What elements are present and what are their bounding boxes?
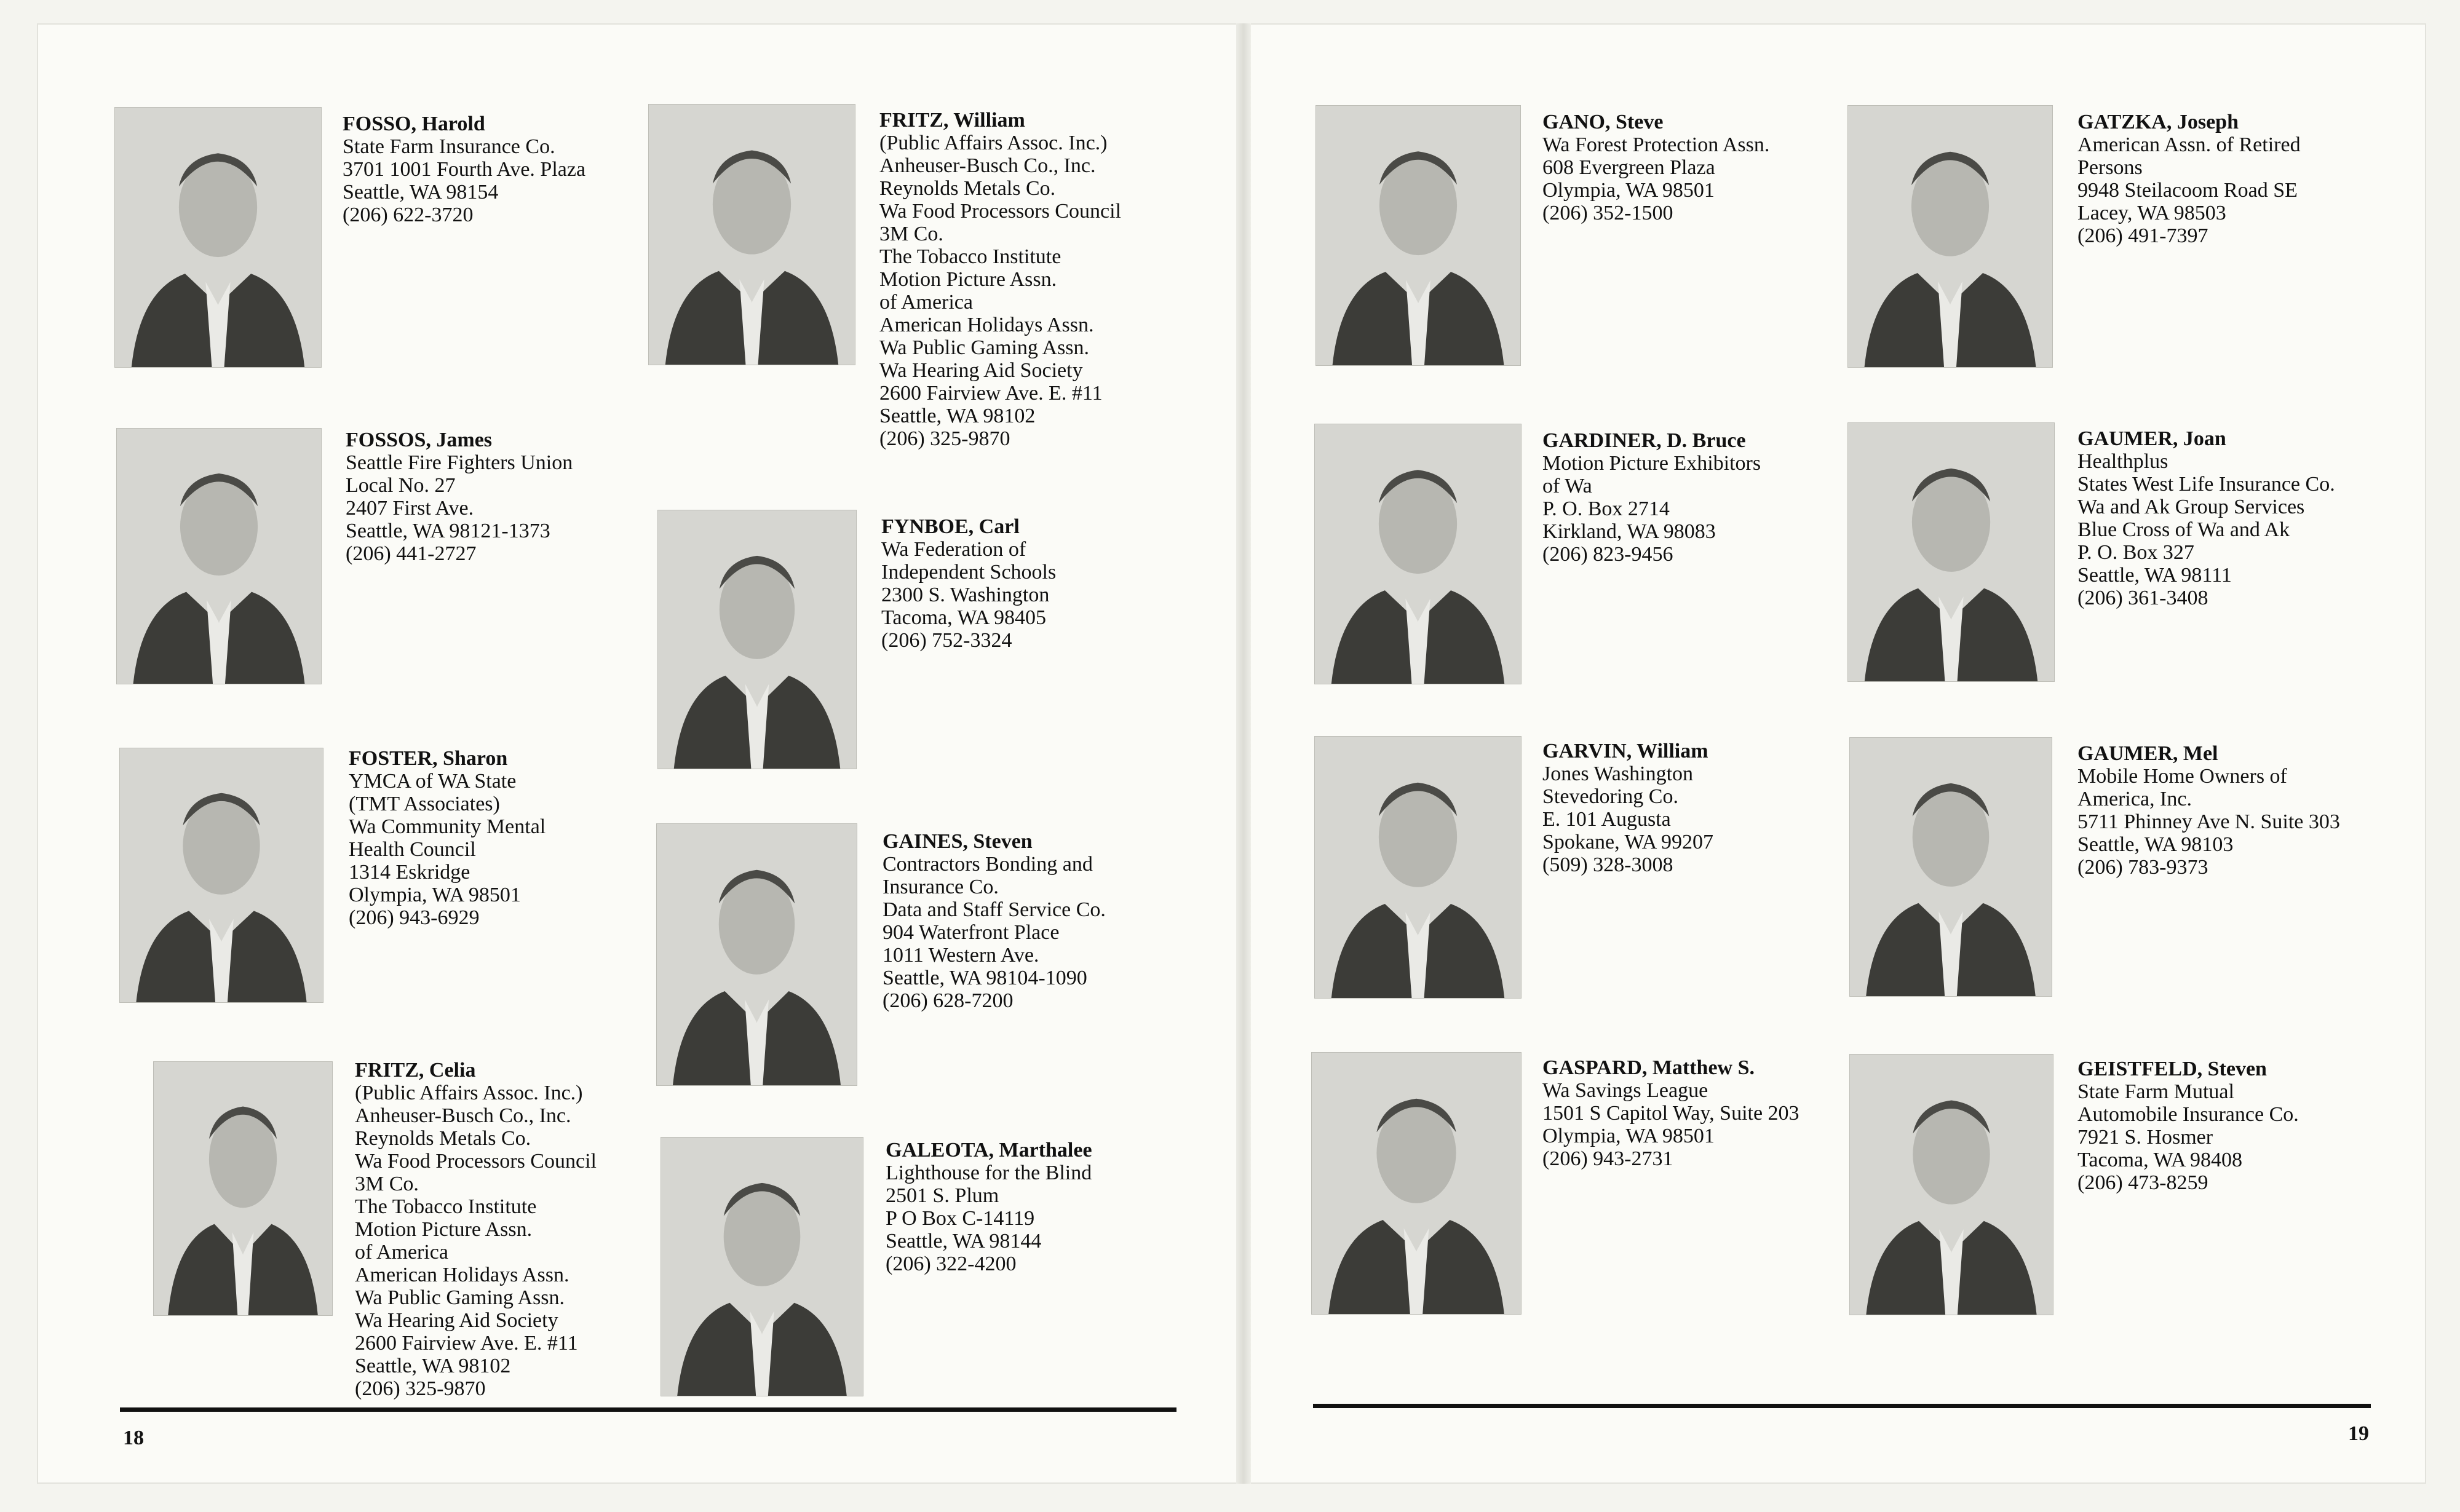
entry-line: E. 101 Augusta <box>1542 808 1671 831</box>
entry-line: Anheuser-Busch Co., Inc. <box>879 154 1096 177</box>
page-number: 18 <box>123 1427 144 1449</box>
entry-line: Seattle, WA 98102 <box>879 405 1036 427</box>
entry-line: 904 Waterfront Place <box>883 921 1060 944</box>
entry-line: 1501 S Capitol Way, Suite 203 <box>1542 1102 1799 1125</box>
entry-line: 608 Evergreen Plaza <box>1542 156 1715 179</box>
entry-line: Insurance Co. <box>883 876 999 898</box>
entry-line: (206) 943-2731 <box>1542 1147 1673 1170</box>
portrait-photo <box>1316 106 1520 365</box>
portrait-photo <box>1850 738 2052 996</box>
entry-line: Jones Washington <box>1542 762 1694 785</box>
portrait-photo <box>1848 423 2054 681</box>
entry-line: Seattle, WA 98144 <box>886 1230 1042 1253</box>
entry-line: (TMT Associates) <box>349 793 500 815</box>
entry-line: 2501 S. Plum <box>886 1184 999 1207</box>
entry-line: Lighthouse for the Blind <box>886 1162 1092 1184</box>
entry-line: Wa Public Gaming Assn. <box>355 1286 565 1309</box>
entry-line: Wa Forest Protection Assn. <box>1542 133 1770 156</box>
entry-line: 2407 First Ave. <box>346 497 474 520</box>
entry-line: Local No. 27 <box>346 474 456 497</box>
entry-text <box>343 113 585 226</box>
entry-line: 1011 Western Ave. <box>883 944 1039 967</box>
entry-line: Wa Hearing Aid Society <box>879 359 1083 382</box>
entry-line: Blue Cross of Wa and Ak <box>2077 518 2290 541</box>
entry-line: Reynolds Metals Co. <box>355 1127 531 1150</box>
entry-line: Wa Federation of <box>881 538 1026 561</box>
entry-line: Data and Staff Service Co. <box>883 898 1106 921</box>
person-name: GEISTFELD, Steven <box>2077 1058 2267 1080</box>
entry-line: Seattle, WA 98103 <box>2077 833 2234 856</box>
entry-line: of America <box>879 291 973 314</box>
entry-line: (206) 752-3324 <box>881 629 1012 652</box>
person-name: FOSSO, Harold <box>343 113 485 135</box>
person-name: FRITZ, William <box>879 109 1025 132</box>
entry-line: (206) 628-7200 <box>883 989 1014 1012</box>
page-rule-right <box>1313 1404 2371 1408</box>
entry-line: The Tobacco Institute <box>879 245 1061 268</box>
portrait-photo <box>657 824 857 1085</box>
entry-line: Lacey, WA 98503 <box>2077 202 2226 224</box>
entry-line: Independent Schools <box>881 561 1057 584</box>
entry-line: 5711 Phinney Ave N. Suite 303 <box>2077 810 2340 833</box>
entry-text <box>346 429 573 565</box>
entry-line: Motion Picture Assn. <box>355 1218 533 1241</box>
portrait-photo <box>117 429 321 684</box>
entry-line: Olympia, WA 98501 <box>1542 1125 1715 1147</box>
portrait-photo <box>1315 424 1521 684</box>
entry-text <box>2077 1058 2299 1194</box>
entry-line: Kirkland, WA 98083 <box>1542 520 1716 543</box>
entry-line: Wa Community Mental <box>349 815 546 838</box>
person-name: FRITZ, Celia <box>355 1059 476 1082</box>
entry-line: Seattle, WA 98121-1373 <box>346 520 550 542</box>
entry-line: Wa Food Processors Council <box>355 1150 597 1173</box>
entry-line: of America <box>355 1241 448 1264</box>
entry-line: Stevedoring Co. <box>1542 785 1678 808</box>
entry-line: Seattle, WA 98111 <box>2077 564 2232 587</box>
person-name: FOSSOS, James <box>346 429 493 451</box>
entry-line: (509) 328-3008 <box>1542 853 1673 876</box>
entry-text <box>886 1139 1092 1275</box>
entry-line: (206) 441-2727 <box>346 542 477 565</box>
person-name: GALEOTA, Marthalee <box>886 1139 1092 1162</box>
entry-line: P. O. Box 2714 <box>1542 497 1670 520</box>
entry-line: Wa Savings League <box>1542 1079 1708 1102</box>
portrait-photo <box>661 1138 863 1396</box>
entry-line: (206) 352-1500 <box>1542 202 1673 224</box>
portrait-photo <box>1850 1055 2053 1315</box>
person-name: FYNBOE, Carl <box>881 515 1020 538</box>
entry-text <box>355 1059 597 1400</box>
entry-line: 9948 Steilacoom Road SE <box>2077 179 2298 202</box>
portrait-photo <box>1315 737 1521 998</box>
entry-line: Wa Food Processors Council <box>879 200 1121 223</box>
entry-line: American Holidays Assn. <box>879 314 1094 336</box>
entry-text <box>883 830 1106 1012</box>
entry-line: 1314 Eskridge <box>349 861 470 884</box>
entry-text <box>349 747 546 929</box>
entry-line: Wa Public Gaming Assn. <box>879 336 1090 359</box>
entry-line: 2300 S. Washington <box>881 584 1050 606</box>
person-name: GARVIN, William <box>1542 740 1708 762</box>
person-name: GAINES, Steven <box>883 830 1033 853</box>
entry-line: 3701 1001 Fourth Ave. Plaza <box>343 158 586 181</box>
entry-text <box>1542 429 1761 566</box>
entry-line: Health Council <box>349 838 476 861</box>
entry-line: Olympia, WA 98501 <box>1542 179 1715 202</box>
page-number: 19 <box>2348 1422 2369 1445</box>
entry-line: Motion Picture Assn. <box>879 268 1057 291</box>
entry-line: Motion Picture Exhibitors <box>1542 452 1761 475</box>
entry-line: (Public Affairs Assoc. Inc.) <box>355 1082 583 1104</box>
entry-line: 3M Co. <box>355 1173 419 1195</box>
page-rule-left <box>120 1407 1176 1412</box>
entry-line: (206) 473-8259 <box>2077 1171 2208 1194</box>
entry-line: American Holidays Assn. <box>355 1264 569 1286</box>
person-name: GARDINER, D. Bruce <box>1542 429 1746 452</box>
entry-text <box>2077 427 2335 609</box>
entry-text <box>1542 111 1769 224</box>
person-name: GASPARD, Matthew S. <box>1542 1056 1755 1079</box>
portrait-photo <box>1848 106 2052 367</box>
portrait-photo <box>154 1062 332 1315</box>
book-gutter <box>1236 23 1251 1484</box>
entry-line: (206) 491-7397 <box>2077 224 2208 247</box>
entry-line: Tacoma, WA 98408 <box>2077 1149 2242 1171</box>
entry-line: Reynolds Metals Co. <box>879 177 1056 200</box>
entry-line: (206) 361-3408 <box>2077 587 2208 609</box>
entry-line: Anheuser-Busch Co., Inc. <box>355 1104 571 1127</box>
portrait-photo <box>658 510 856 769</box>
entry-line: State Farm Insurance Co. <box>343 135 555 158</box>
person-name: FOSTER, Sharon <box>349 747 508 770</box>
person-name: GAUMER, Joan <box>2077 427 2226 450</box>
entry-line: 2600 Fairview Ave. E. #11 <box>355 1332 578 1355</box>
entry-line: P. O. Box 327 <box>2077 541 2194 564</box>
entry-line: Spokane, WA 99207 <box>1542 831 1713 853</box>
portrait-photo <box>1312 1053 1521 1314</box>
entry-text <box>1542 1056 1799 1170</box>
entry-text <box>2077 111 2301 247</box>
entry-line: Persons <box>2077 156 2143 179</box>
entry-line: of Wa <box>1542 475 1592 497</box>
entry-line: State Farm Mutual <box>2077 1080 2234 1103</box>
entry-line: 3M Co. <box>879 223 943 245</box>
entry-line: (206) 325-9870 <box>879 427 1010 450</box>
entry-line: YMCA of WA State <box>349 770 517 793</box>
entry-line: America, Inc. <box>2077 788 2192 810</box>
entry-line: 2600 Fairview Ave. E. #11 <box>879 382 1103 405</box>
person-name: GAUMER, Mel <box>2077 742 2218 765</box>
entry-text <box>881 515 1056 652</box>
entry-line: Seattle Fire Fighters Union <box>346 451 573 474</box>
entry-line: Seattle, WA 98102 <box>355 1355 511 1377</box>
entry-line: Wa Hearing Aid Society <box>355 1309 558 1332</box>
entry-line: 7921 S. Hosmer <box>2077 1126 2213 1149</box>
entry-line: American Assn. of Retired <box>2077 133 2301 156</box>
entry-line: (206) 622-3720 <box>343 204 474 226</box>
portrait-photo <box>115 108 321 367</box>
entry-line: Contractors Bonding and <box>883 853 1093 876</box>
entry-line: Wa and Ak Group Services <box>2077 496 2305 518</box>
entry-line: The Tobacco Institute <box>355 1195 537 1218</box>
entry-line: Olympia, WA 98501 <box>349 884 521 906</box>
entry-line: (206) 823-9456 <box>1542 543 1673 566</box>
entry-line: Healthplus <box>2077 450 2168 473</box>
entry-line: (206) 943-6929 <box>349 906 480 929</box>
person-name: GATZKA, Joseph <box>2077 111 2239 133</box>
entry-line: Automobile Insurance Co. <box>2077 1103 2299 1126</box>
entry-line: Mobile Home Owners of <box>2077 765 2287 788</box>
portrait-photo <box>649 105 855 365</box>
entry-text <box>2077 742 2340 879</box>
entry-line: (206) 322-4200 <box>886 1253 1017 1275</box>
person-name: GANO, Steve <box>1542 111 1664 133</box>
entry-line: Seattle, WA 98154 <box>343 181 499 204</box>
entry-line: (Public Affairs Assoc. Inc.) <box>879 132 1108 154</box>
entry-text <box>879 109 1121 450</box>
entry-line: Seattle, WA 98104-1090 <box>883 967 1087 989</box>
entry-line: States West Life Insurance Co. <box>2077 473 2335 496</box>
portrait-photo <box>120 748 323 1002</box>
entry-line: (206) 783-9373 <box>2077 856 2208 879</box>
entry-text <box>1542 740 1713 876</box>
entry-line: Tacoma, WA 98405 <box>881 606 1046 629</box>
entry-line: P O Box C-14119 <box>886 1207 1035 1230</box>
entry-line: (206) 325-9870 <box>355 1377 486 1400</box>
